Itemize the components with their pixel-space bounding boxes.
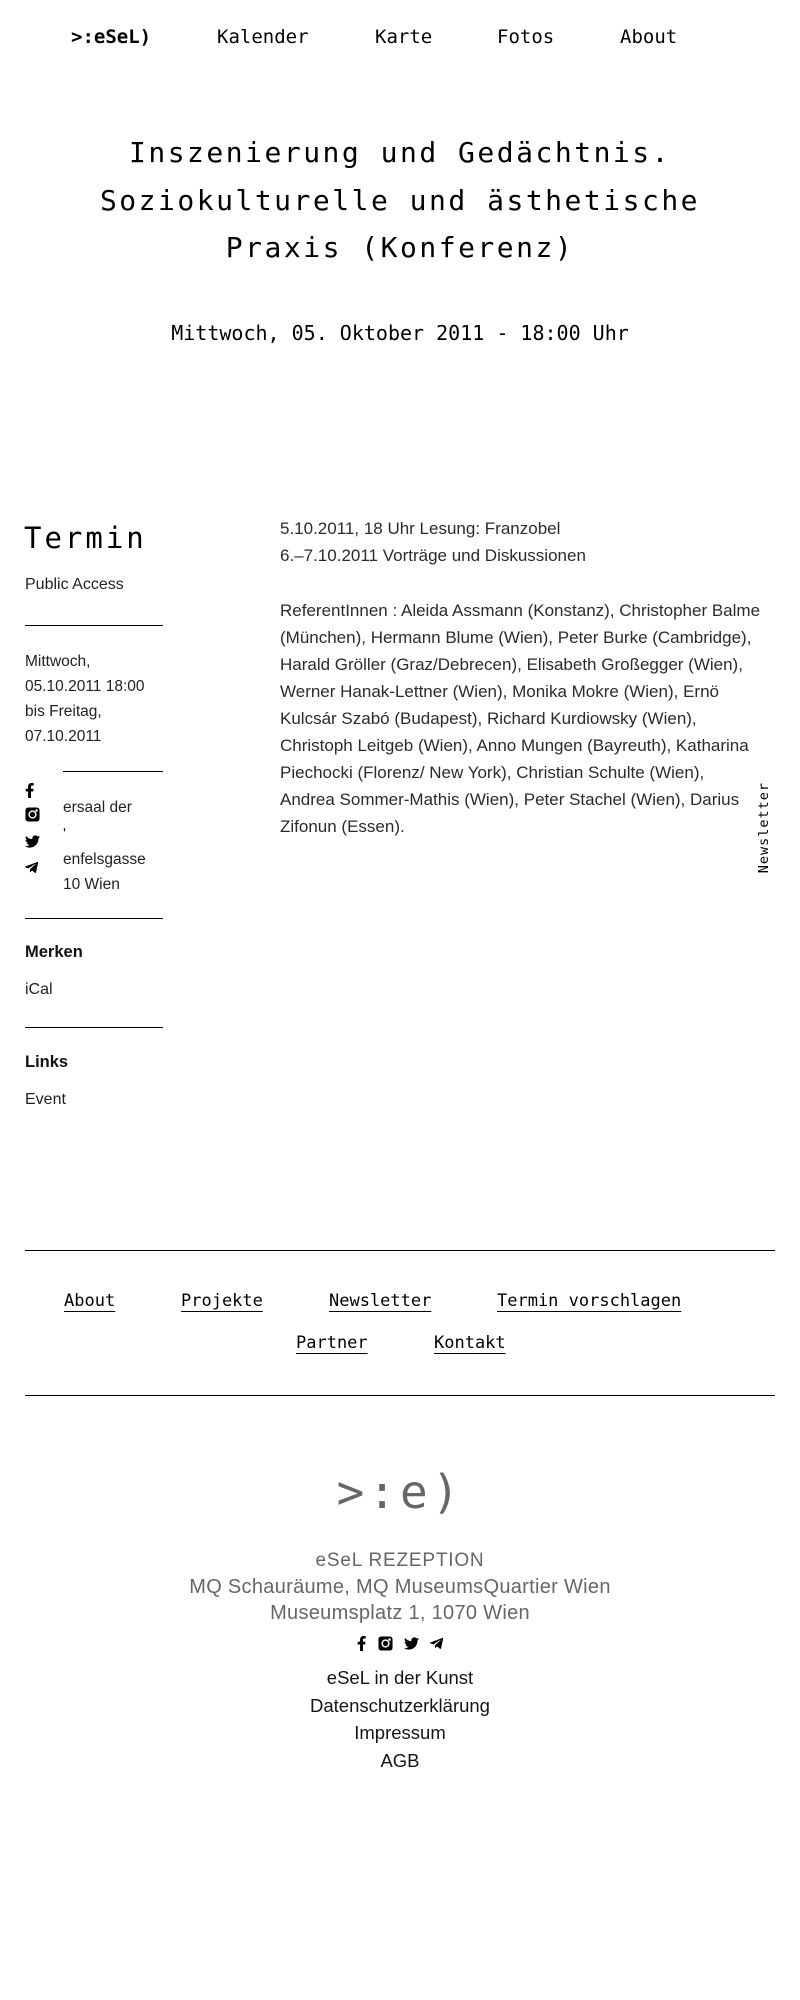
instagram-icon[interactable] <box>378 1636 393 1651</box>
venue-address-fragment: ' <box>63 826 66 843</box>
event-description: ReferentInnen : Aleida Assmann (Konstanz), Christopher Balme (München), Hermann Blume (Wien), Peter Burke (Cambridge), Harald Gröller (Graz/Debrecen), Elisabeth Großegger (Wien), Werner Hanak-Lettner (Wien), Monika Mokre (Wien), Ernö Kulcsár Szabó (Budapest), Richard Kurdiowsky (Wien), Christoph Leitgeb (Wien), Anno Mungen (Bayreuth), Katharina Piechocki (Florenz/ New York), Christian Schulte (Wien), Andrea Sommer-Mathis (Wien), Peter Stachel (Wien), Darius Zifonun (Essen). <box>280 601 761 836</box>
divider <box>25 918 163 919</box>
footer-link-esel-in-der-kunst[interactable]: eSeL in der Kunst <box>326 1667 474 1688</box>
event-title: Inszenierung und Gedächtnis. Soziokulturelle und ästhetische Praxis (Konferenz) <box>99 136 701 264</box>
venue-address-fragment: 10 Wien <box>63 876 120 893</box>
event-external-link[interactable]: Event <box>25 1091 66 1108</box>
divider <box>25 1250 775 1251</box>
footer-link-projekte[interactable]: Projekte <box>181 1291 263 1311</box>
twitter-icon[interactable] <box>25 834 40 849</box>
nav-item-karte[interactable]: Karte <box>375 26 433 48</box>
event-datetime: Mittwoch, 05. Oktober 2011 - 18:00 Uhr <box>171 321 629 345</box>
twitter-icon[interactable] <box>404 1636 419 1651</box>
telegram-icon[interactable] <box>25 860 38 875</box>
divider <box>25 1395 775 1396</box>
footer-social-icons <box>0 1636 800 1651</box>
footer-bottom-links <box>0 1664 800 1774</box>
footer-address-line: eSeL REZEPTION <box>315 1550 485 1571</box>
newsletter-tab[interactable]: Newsletter <box>756 782 772 874</box>
divider <box>63 771 163 772</box>
program-line: 5.10.2011, 18 Uhr Lesung: Franzobel <box>280 519 561 538</box>
venue-address-fragment: ersaal der <box>63 799 132 816</box>
footer-link-about[interactable]: About <box>64 1291 116 1311</box>
program-line: 6.–7.10.2011 Vorträge und Diskussionen <box>280 546 586 565</box>
telegram-icon[interactable] <box>430 1636 443 1651</box>
merken-heading: Merken <box>25 943 83 961</box>
date-range-line: 05.10.2011 18:00 <box>25 678 145 695</box>
footer-link-datenschutz[interactable]: Datenschutzerklärung <box>310 1694 490 1716</box>
footer-address-line: MQ Schauräume, MQ MuseumsQuartier Wien <box>189 1576 611 1598</box>
divider <box>25 1027 163 1028</box>
sidebar-heading-termin: Termin <box>24 521 147 555</box>
event-category: Public Access <box>25 576 124 593</box>
instagram-icon[interactable] <box>25 807 40 822</box>
footer-logo: >:e) <box>336 1465 464 1519</box>
footer-address-line: Museumsplatz 1, 1070 Wien <box>270 1602 530 1624</box>
divider <box>25 625 163 626</box>
footer-link-newsletter[interactable]: Newsletter <box>329 1291 432 1311</box>
footer-link-impressum[interactable]: Impressum <box>354 1722 446 1743</box>
ical-link[interactable]: iCal <box>25 981 53 998</box>
venue-address-fragment: enfelsgasse <box>63 851 146 868</box>
facebook-icon[interactable] <box>25 783 34 798</box>
facebook-icon[interactable] <box>357 1636 366 1651</box>
footer-link-partner[interactable]: Partner <box>296 1333 368 1353</box>
footer-link-termin-vorschlagen[interactable]: Termin vorschlagen <box>497 1291 682 1311</box>
date-range-line: 07.10.2011 <box>25 728 102 745</box>
date-range-line: Mittwoch, <box>25 653 91 670</box>
nav-item-fotos[interactable]: Fotos <box>497 26 555 48</box>
site-logo[interactable]: >:eSeL) <box>71 26 152 48</box>
links-heading: Links <box>25 1053 69 1071</box>
footer-link-kontakt[interactable]: Kontakt <box>434 1333 506 1353</box>
event-program-intro <box>280 515 760 569</box>
nav-item-kalender[interactable]: Kalender <box>217 26 309 48</box>
event-date-range <box>25 649 145 749</box>
nav-item-about[interactable]: About <box>620 26 678 48</box>
date-range-line: bis Freitag, <box>25 703 102 720</box>
footer-address <box>0 1548 800 1626</box>
footer-link-agb[interactable]: AGB <box>380 1749 420 1771</box>
